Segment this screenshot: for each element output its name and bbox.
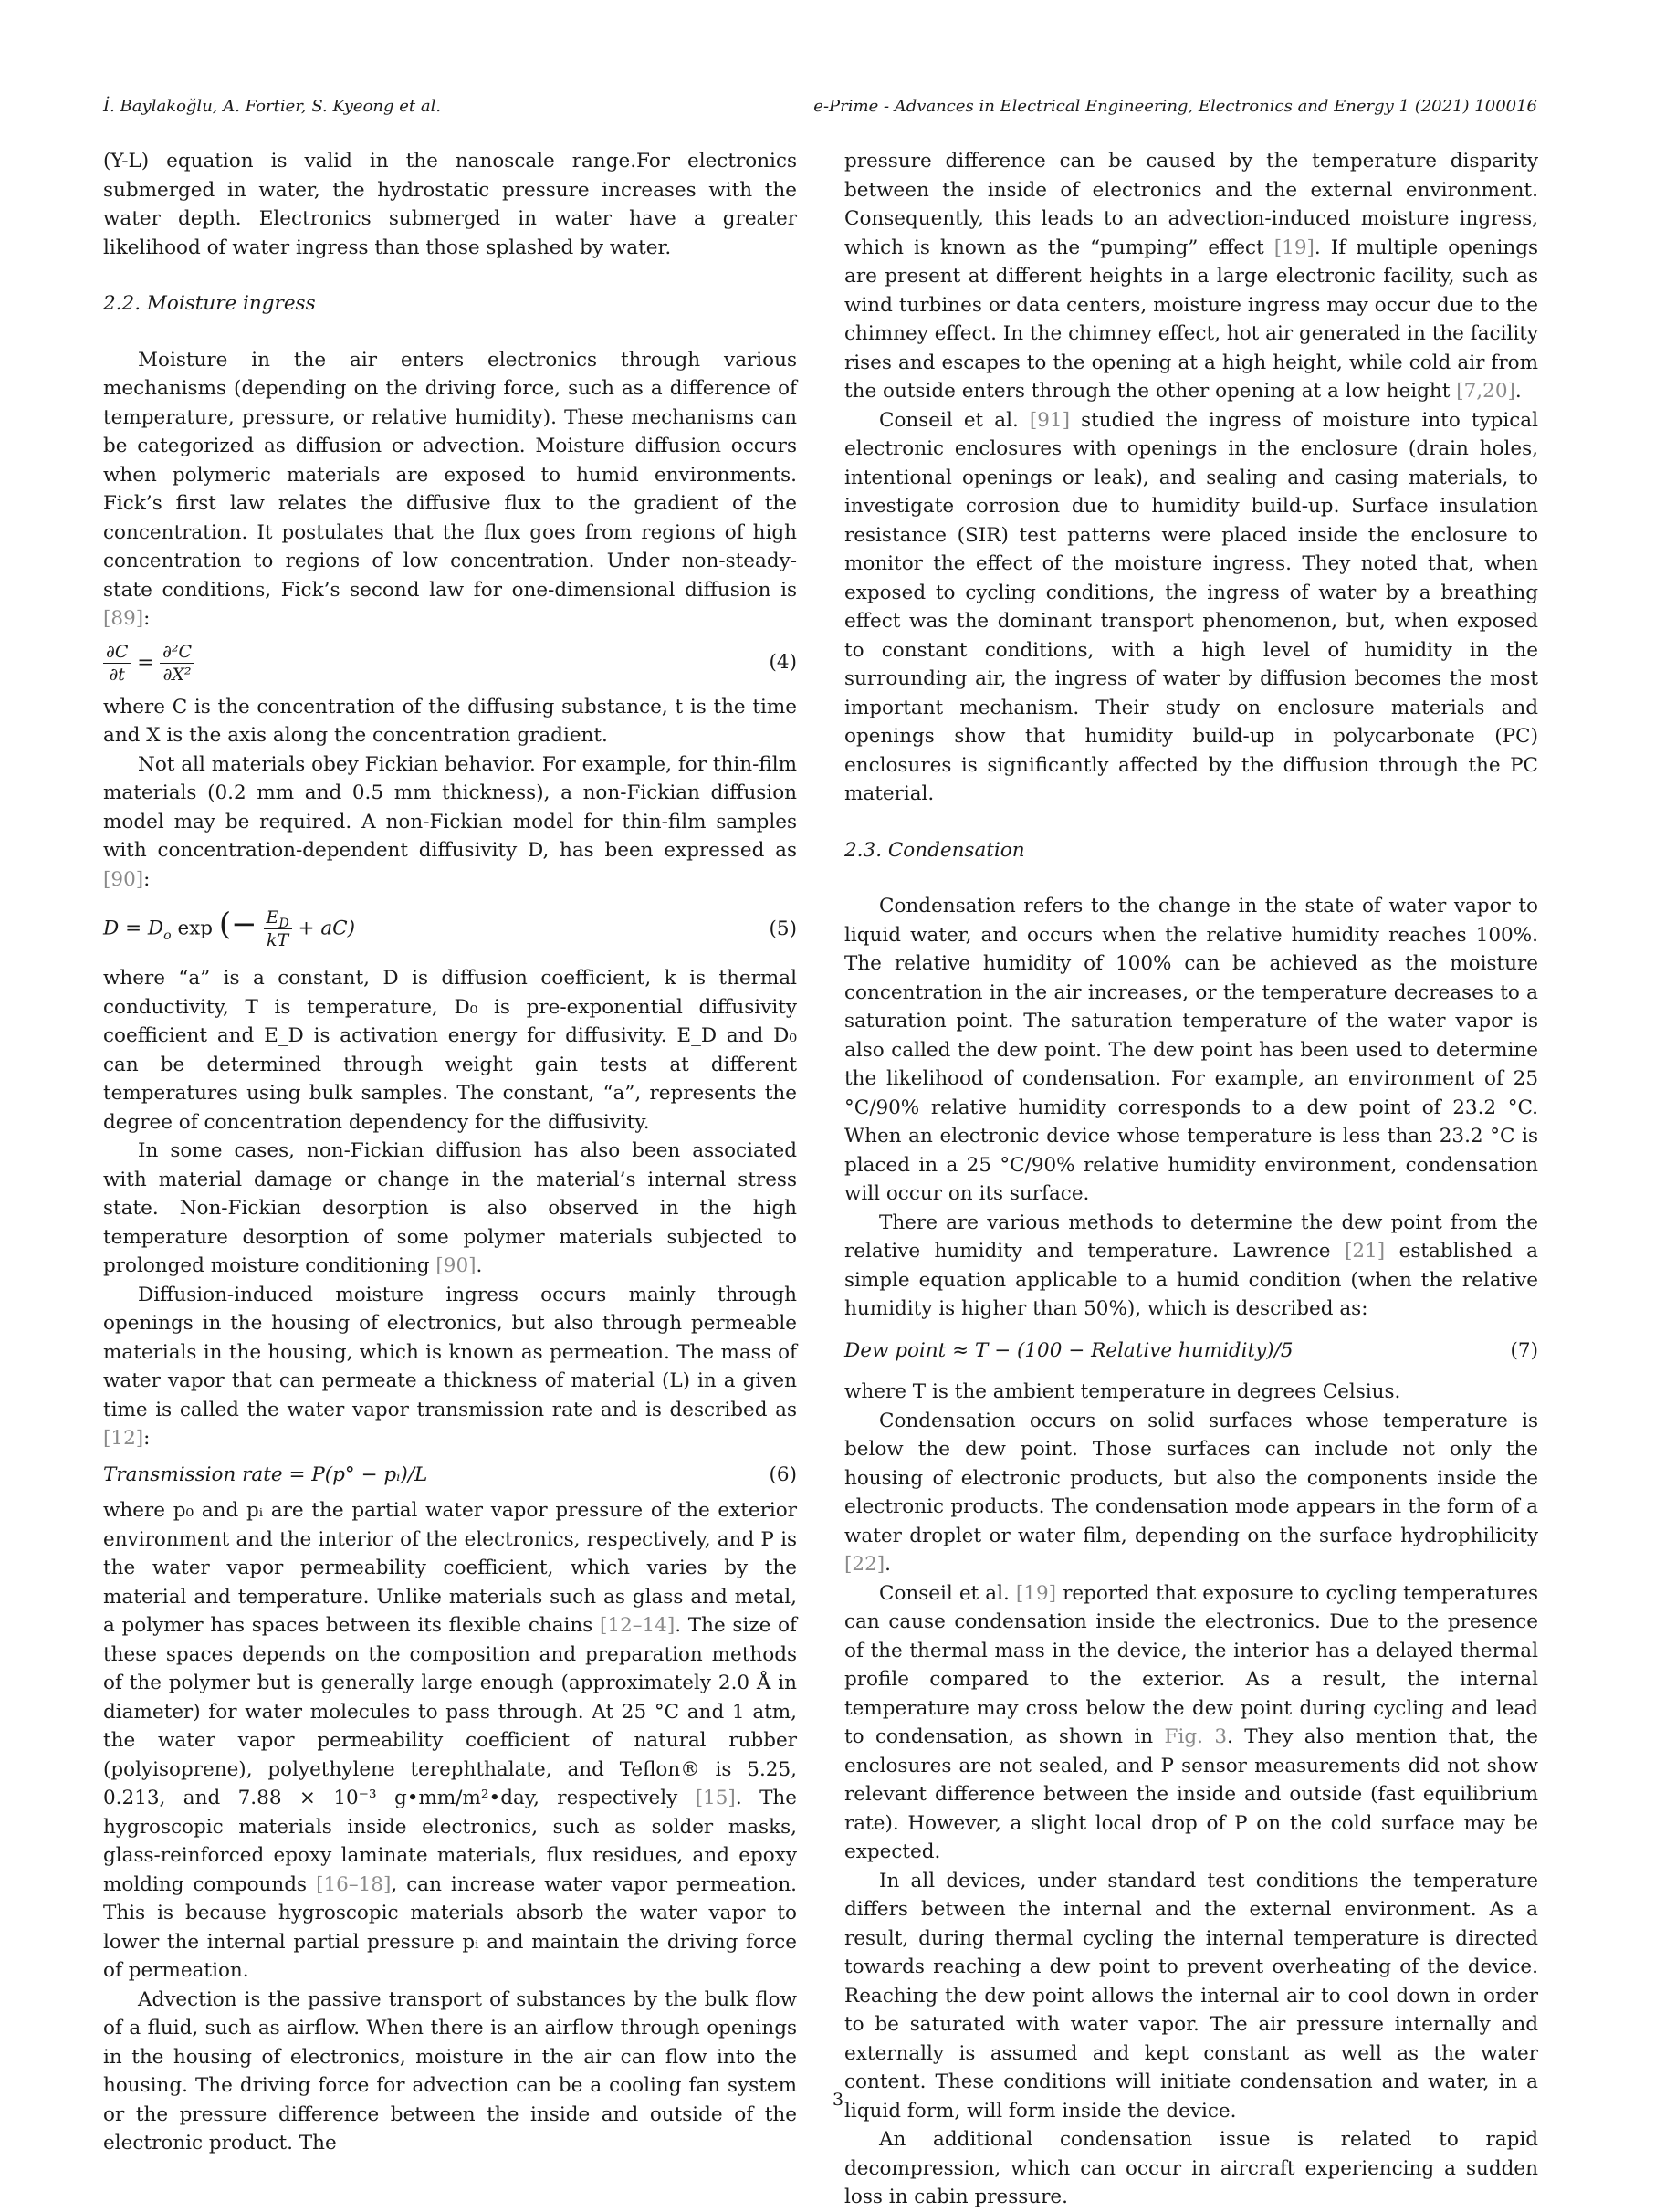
equation-7 <box>844 1337 1538 1366</box>
citation-link[interactable]: [7,20] <box>1456 380 1515 403</box>
paragraph: In all devices, under standard test conditions the temperature differs between the internal and the external environment. As a result, during thermal cycling the internal temperature is directed towards reaching a dew point to prevent overheating of the device. Reaching the dew point allows the internal air to cool down in order to be saturated with water vapor. The air pressure internally and externally is assumed and kept constant as well as the water content. These conditions will initiate condensation and water, in a liquid form, will form inside the device. <box>844 1869 1538 2123</box>
numerator <box>264 907 292 929</box>
citation-link[interactable]: [90] <box>103 867 144 891</box>
section-heading-condensation: 2.3. Condensation <box>844 838 1025 862</box>
fraction <box>103 641 131 686</box>
text: There are various methods to determine the dew point from the relative humidity and temperature. Lawrence <box>844 1211 1538 1263</box>
text: Condensation occurs on solid surfaces whose temperature is below the dew point. Those surfaces can include not only the housing of electronic products, but also the components inside the electronic products. The condensation mode appears in the form of a water droplet or water film, depending on the surface hydrophilicity <box>844 1409 1538 1547</box>
subscript: D <box>278 916 289 931</box>
paragraph <box>103 1281 797 1453</box>
equation-5 <box>103 907 797 951</box>
citation-link[interactable]: [12] <box>103 1427 144 1450</box>
equals-sign: = <box>137 651 154 674</box>
citation-link[interactable]: [89] <box>103 607 144 630</box>
equation-expression: Transmission rate = P(p° − pᵢ)/L <box>103 1462 428 1486</box>
text: studied the ingress of moisture into typical electronic enclosures with openings in the enclosure (drain holes, intentional openings or leak), and sealing and casing materials, to investigate corrosion due to humidity build-up. Surface insulation resistance (SIR) test patterns were placed inside the enclosure to monitor the effect of the moisture ingress. They noted that, when exposed to cycling conditions, the ingress of water by a breathing effect was the dominant transport phenomenon, but, when exposed to constant conditions, with a high level of humidity in the surrounding air, the ingress of water by diffusion becomes the most important mechanism. Their study on enclosure materials and openings show that humidity build-up in polycarbonate (PC) enclosures is significantly affected by the diffusion through the PC material. <box>844 408 1538 805</box>
denominator: ∂t <box>109 664 125 685</box>
text: Conseil et al. <box>879 1581 1016 1605</box>
equation-6 <box>103 1461 797 1490</box>
paragraph <box>844 1579 1538 1867</box>
paragraph: where T is the ambient temperature in degrees Celsius. <box>844 1380 1401 1403</box>
equation-term: + aC) <box>298 917 355 940</box>
text: . They also mention that, the enclosures are not sealed, and P sensor measurements did not show relevant difference between the inside and outside (fast equilibrium rate). However, a slight local drop of P on the cold surface may be expected. <box>844 1725 1538 1863</box>
equation-number: (4) <box>769 651 797 675</box>
numerator: ∂C <box>103 641 131 664</box>
text: . <box>476 1254 483 1277</box>
citation-link[interactable]: [19] <box>1015 1581 1057 1605</box>
section-heading-moisture-ingress: 2.2. Moisture ingress <box>103 292 316 315</box>
paragraph <box>103 346 797 634</box>
citation-link[interactable]: [19] <box>1273 236 1315 259</box>
text: . <box>885 1553 891 1576</box>
citation-link[interactable]: [15] <box>695 1787 736 1809</box>
paragraph: Condensation refers to the change in the state of water vapor to liquid water, and occurs when the relative humidity reaches 100%. The relative humidity of 100% can be achieved as the moisture concentration in the air increases, or the temperature decreases to a saturation point. The saturation temperature of the water vapor is also called the dew point. The dew point has been used to determine the likelihood of condensation. For example, an environment of 25 °C/90% relative humidity corresponds to a dew point of 23.2 °C. When an electronic device whose temperature is less than 23.2 °C is placed in a 25 °C/90% relative humidity environment, condensation will occur on its surface. <box>844 895 1538 1205</box>
paragraph: An additional condensation issue is related to rapid decompression, which can occur in aircraft experiencing a sudden loss in cabin pressure. <box>844 2128 1538 2208</box>
text: : <box>143 1427 151 1450</box>
equation-4 <box>103 641 797 686</box>
right-column <box>844 147 1538 2212</box>
text: . <box>1514 380 1522 403</box>
paragraph <box>844 147 1538 406</box>
equation-expression: Dew point ≈ T − (100 − Relative humidity)/5 <box>844 1338 1294 1362</box>
figure-link[interactable]: Fig. 3 <box>1164 1725 1228 1748</box>
paragraph <box>844 1209 1538 1324</box>
paragraph <box>103 750 797 895</box>
citation-link[interactable]: [16–18] <box>316 1872 392 1896</box>
equation-expression <box>103 907 355 951</box>
left-column <box>103 147 797 2158</box>
citation-link[interactable]: [12–14] <box>600 1614 676 1637</box>
equation-number: (6) <box>769 1462 797 1486</box>
denominator: ∂X² <box>162 664 192 685</box>
citation-link[interactable]: [91] <box>1029 408 1070 432</box>
text: . If multiple openings are present at different heights in a large electronic facility, such as wind turbines or data centers, moisture ingress may occur due to the chimney effect. In the chimney effect, hot air generated in the facility rises and escapes to the opening at a high height, while cold air from the outside enters through the other opening at a low height <box>844 236 1539 403</box>
paragraph: where “a” is a constant, D is diffusion coefficient, k is thermal conductivity, T is temperature, D₀ is pre-exponential diffusivity coefficient and E_D is activation energy for diffusivity. E_D and D₀ can be determined through weight gain tests at different temperatures using bulk samples. The constant, “a”, represents the degree of concentration dependency for the diffusivity. <box>103 967 797 1134</box>
text: : <box>143 867 151 891</box>
equation-term: exp <box>171 917 214 940</box>
fraction <box>264 907 292 951</box>
paragraph: (Y-L) equation is valid in the nanoscale range.For electronics submerged in water, the hydrostatic pressure increases with the water depth. Electronics submerged in water have a greater likelihood of water ingress than those splashed by water. <box>103 150 797 259</box>
subscript: o <box>163 928 172 943</box>
text: reported that exposure to cycling temperatures can cause condensation inside the electronics. Due to the presence of the thermal mass in the device, the interior has a delayed thermal profile compared to the exterior. As a result, the internal temperature may cross below the dew point during cycling and lead to condensation, as shown in <box>844 1581 1538 1748</box>
equation-number: (7) <box>1510 1338 1538 1362</box>
paragraph <box>103 1137 797 1281</box>
text: : <box>143 607 151 630</box>
paragraph <box>103 1496 797 1986</box>
text: where p₀ and pᵢ are the partial water vapor pressure of the exterior environment and the interior of the electronics, respectively, and P is the water vapor permeability coefficient, which varies by the material and temperature. Unlike materials such as glass and metal, a polymer has spaces between its flexible chains <box>103 1499 797 1637</box>
citation-link[interactable]: [21] <box>1345 1240 1386 1263</box>
equation-number: (5) <box>769 917 797 940</box>
text: . The hygroscopic materials inside electronics, such as solder masks, glass-reinforced epoxy laminate materials, flux residues, and epoxy molding compounds <box>103 1787 797 1896</box>
citation-link[interactable]: [22] <box>844 1553 885 1576</box>
paragraph <box>844 406 1538 809</box>
text: established a simple equation applicable to a humid condition (when the relative humidity is higher than 50%), which is described as: <box>844 1240 1538 1320</box>
running-head-authors: İ. Baylakoğlu, A. Fortier, S. Kyeong et al. <box>103 97 442 116</box>
running-head-journal: e-Prime - Advances in Electrical Engineering, Electronics and Energy 1 (2021) 100016 <box>813 97 1537 116</box>
text: . The size of these spaces depends on the composition and preparation methods of the polymer but is generally large enough (approximately 2.0 Å in diameter) for water molecules to pass through. At 25 °C and 1 atm, the water vapor permeability coefficient of natural rubber (polyisoprene), polyethylene terephthalate, and Teflon® is 5.25, 0.213, and 7.88 × 10⁻³ g•mm/m²•day, respectively <box>103 1614 797 1809</box>
equation-expression <box>103 641 194 686</box>
citation-link[interactable]: [90] <box>435 1254 477 1277</box>
text: In some cases, non-Fickian diffusion has also been associated with material damage or change in the material’s internal stress state. Non-Fickian desorption is also observed in the high temperature desorption of some polymer materials subjected to prolonged moisture conditioning <box>103 1139 797 1277</box>
paragraph: where C is the concentration of the diffusing substance, t is the time and X is the axis along the concentration gradient. <box>103 695 797 747</box>
numerator: ∂²C <box>160 641 194 664</box>
fraction <box>160 641 194 686</box>
text: pressure difference can be caused by the temperature disparity between the inside of electronics and the external environment. Consequently, this leads to an advection-induced moisture ingress, which is known as the “pumping” effect <box>844 150 1538 259</box>
equation-term: E <box>266 907 279 928</box>
text: Conseil et al. <box>879 408 1030 432</box>
equation-term: (− <box>218 906 257 943</box>
equation-term: D = D <box>103 917 164 940</box>
page-number: 3 <box>832 2090 844 2110</box>
paragraph <box>844 1407 1538 1579</box>
text: , can increase water vapor permeation. This is because hygroscopic materials absorb the water vapor to lower the internal partial pressure pᵢ and maintain the driving force of permeation. <box>103 1872 798 1982</box>
paragraph: Advection is the passive transport of substances by the bulk flow of a fluid, such as airflow. When there is an airflow through openings in the housing of electronics, moisture in the air can flow into the housing. The driving force for advection can be a cooling fan system or the pressure difference between the inside and outside of the electronic product. The <box>103 1987 797 2154</box>
denominator: kT <box>266 930 289 950</box>
text: Diffusion-induced moisture ingress occurs mainly through openings in the housing of electronics, but also through permeable materials in the housing, which is known as permeation. The mass of water vapor that can permeate a thickness of material (L) in a given time is called the water vapor transmission rate and is described as <box>103 1283 797 1421</box>
text: Moisture in the air enters electronics through various mechanisms (depending on the driving force, such as a difference of temperature, pressure, or relative humidity). These mechanisms can be categorized as diffusion or advection. Moisture diffusion occurs when polymeric materials are exposed to humid environments. Fick’s first law relates the diffusive flux to the gradient of the concentration. It postulates that the flux goes from regions of high concentration to regions of low concentration. Under non-steady-state conditions, Fick’s second law for one-dimensional diffusion is <box>103 348 797 602</box>
text: Not all materials obey Fickian behavior. For example, for thin-film materials (0.2 mm and 0.5 mm thickness), a non-Fickian diffusion model may be required. A non-Fickian model for thin-film samples with concentration-dependent diffusivity D, has been expressed as <box>103 752 797 862</box>
